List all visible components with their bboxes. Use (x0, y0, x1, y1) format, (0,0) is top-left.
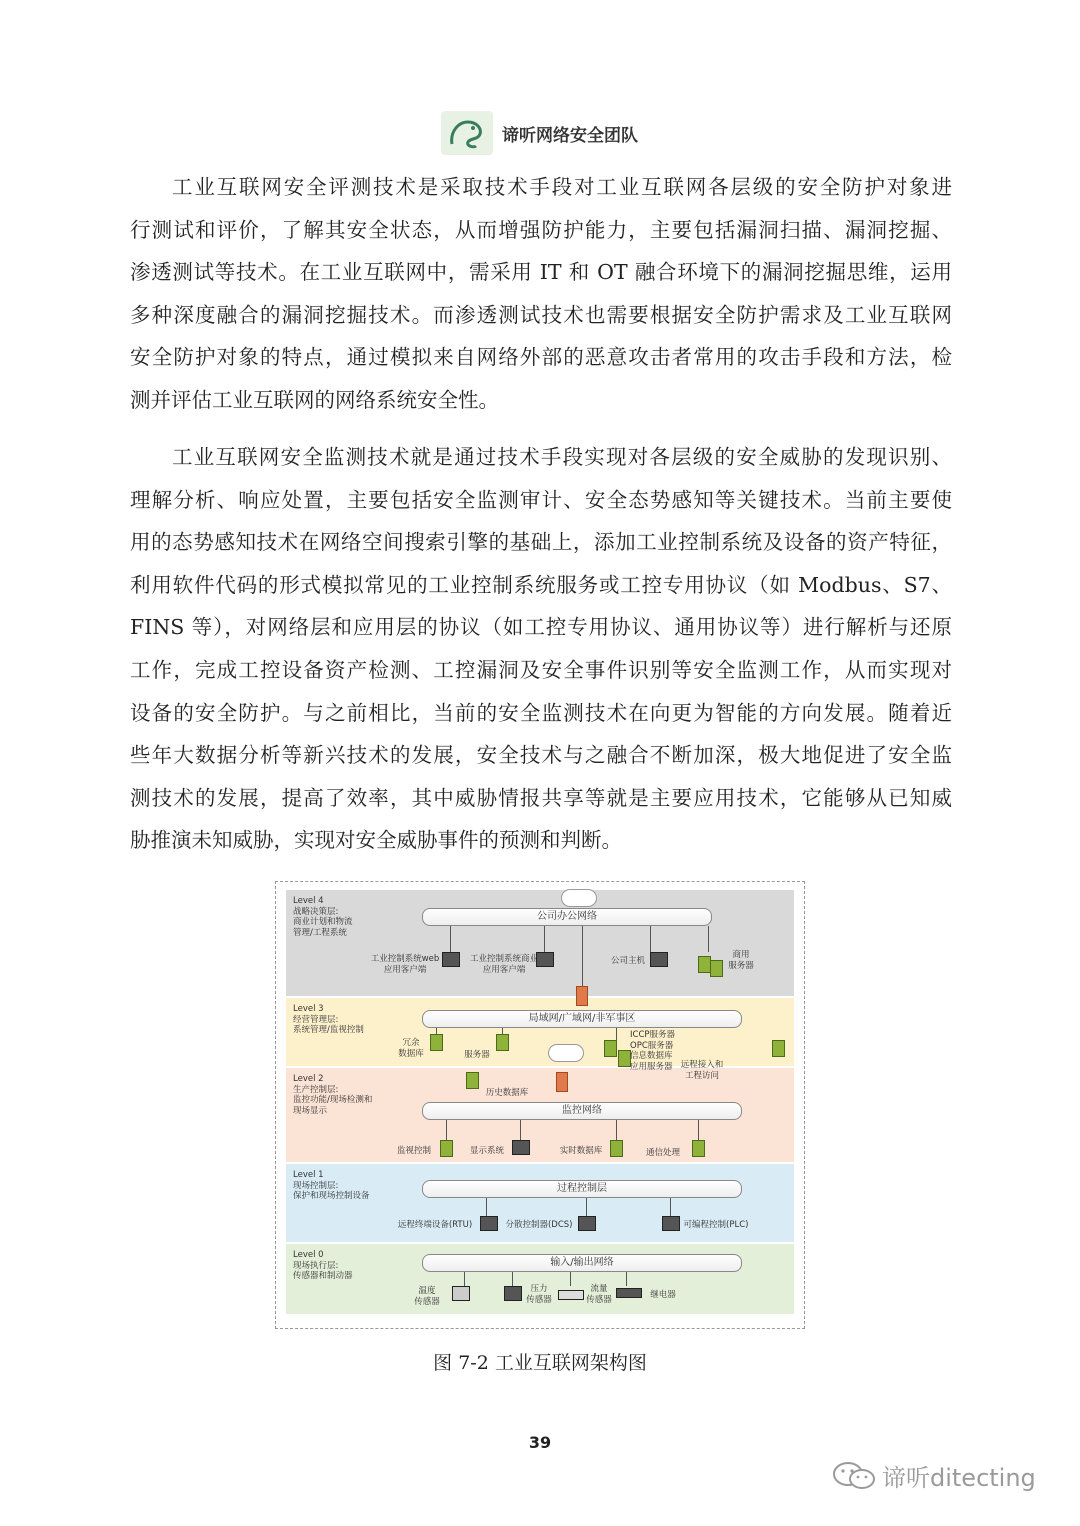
node-rtu: 远程终端设备(RTU) (397, 1220, 473, 1230)
node-services: ICCP服务器 OPC服务器 信息数据库 应用服务器 (630, 1030, 676, 1072)
text-line: FINS 等），对网络层和应用层的协议（如工控专用协议、通用协议等）进行解析与还原 (130, 615, 952, 640)
node-server: 服务器 (464, 1050, 490, 1060)
lan-network: 局域网/广域网/非军事区 (422, 1010, 742, 1028)
text-line: 理解分析、响应处置，主要包括安全监测审计、安全态势感知等关键技术。当前主要使 (130, 487, 952, 512)
brand-title: 谛听网络安全团队 (502, 125, 638, 146)
cloud-icon (561, 889, 597, 907)
node-flow-sensor: 流量 传感器 (586, 1284, 612, 1305)
level-label: Level 4 战略决策层: 商业计划和物流 管理/工程系统 (293, 896, 353, 938)
node-web-client: 工业控制系统web 应用客户端 (370, 954, 440, 975)
temperature-sensor-icon (452, 1286, 470, 1301)
relay-icon (616, 1288, 642, 1298)
team-logo-icon (440, 110, 494, 156)
node-remote-access: 远程接入和 工程访问 (680, 1060, 724, 1081)
text-line: 些年大数据分析等新兴技术的发展，安全技术与之融合不断加深，极大地促进了安全监 (130, 743, 952, 768)
process-network: 过程控制层 (422, 1180, 742, 1198)
node-temperature-sensor: 温度 传感器 (414, 1286, 440, 1307)
level-label: Level 2 生产控制层: 监控功能/现场检测和 现场显示 (293, 1074, 373, 1116)
cloud-icon (548, 1044, 584, 1062)
node-monitor-control: 监视控制 (396, 1146, 431, 1156)
server-icon (772, 1040, 785, 1057)
text-line: 测技术的发展，提高了效率，其中威胁情报共享等就是主要应用技术，它能够从已知威 (130, 785, 952, 810)
dcs-icon (578, 1216, 596, 1231)
page-number: 39 (528, 1433, 552, 1452)
text-line: 测并评估工业互联网的网络系统安全性。 (130, 387, 499, 412)
node-host: 公司主机 (610, 956, 645, 966)
watermark-text: 谛听ditecting (882, 1464, 1036, 1492)
header (440, 110, 638, 156)
office-network: 公司办公网络 (422, 908, 712, 926)
server-icon (604, 1040, 617, 1057)
node-redundant-db: 冗余 数据库 (398, 1038, 424, 1059)
node-pressure-sensor: 压力 传感器 (526, 1284, 552, 1305)
server-icon (440, 1140, 453, 1157)
server-icon (496, 1034, 509, 1051)
server-icon (692, 1140, 705, 1157)
text-line: 安全防护对象的特点，通过模拟来自网络外部的恶意攻击者常用的攻击手段和方法，检 (130, 345, 952, 370)
text-line: 工业互联网安全评测技术是采取技术手段对工业互联网各层级的安全防护对象进 (172, 175, 952, 199)
node-dcs: 分散控制器(DCS) (505, 1220, 573, 1230)
server-icon (430, 1034, 443, 1051)
figure-caption: 图 7-2 工业互联网架构图 (433, 1352, 647, 1374)
server-icon (610, 1140, 623, 1157)
node-biz-server: 商用 服务器 (728, 950, 754, 971)
paragraph-evaluation (130, 166, 952, 422)
text-line: 利用软件代码的形式模拟常见的工业控制系统服务或工控专用协议（如 Modbus、S7、 (130, 572, 952, 597)
node-realtime-db: 实时数据库 (559, 1146, 603, 1156)
text-line: 用的态势感知技术在网络空间搜索引擎的基础上，添加工业控制系统及设备的资产特征， (130, 530, 952, 555)
text-line: 行测试和评价，了解其安全状态，从而增强防护能力，主要包括漏洞扫描、漏洞挖掘、 (130, 217, 952, 242)
firewall-icon (556, 1072, 568, 1092)
computer-icon (512, 1140, 530, 1155)
text-line: 工作，完成工控设备资产检测、工控漏洞及安全事件识别等安全监测工作，从而实现对 (130, 657, 952, 682)
node-biz-client: 工业控制系统商业 应用客户端 (469, 954, 538, 975)
node-history-db: 历史数据库 (485, 1088, 529, 1098)
paragraph-monitoring (130, 436, 952, 862)
level-band (286, 890, 794, 996)
server-icon (466, 1072, 479, 1089)
text-line: 渗透测试等技术。在工业互联网中，需采用 IT 和 OT 融合环境下的漏洞挖掘思维，运用 (130, 260, 952, 285)
node-comm: 通信处理 (645, 1148, 680, 1158)
server-icon (710, 960, 723, 977)
io-network: 输入/输出网络 (422, 1254, 742, 1272)
monitor-network: 监控网络 (422, 1102, 742, 1120)
computer-icon (650, 952, 668, 967)
watermark (832, 1458, 1036, 1493)
pressure-sensor-icon (504, 1286, 522, 1301)
level-label: Level 0 现场执行层: 传感器和制动器 (293, 1250, 353, 1281)
level-band (286, 998, 794, 1066)
node-display-system: 显示系统 (469, 1146, 504, 1156)
node-relay: 继电器 (650, 1290, 676, 1300)
text-line: 胁推演未知威胁，实现对安全威胁事件的预测和判断。 (130, 828, 622, 853)
flow-sensor-icon (558, 1290, 584, 1300)
text-line: 多种深度融合的漏洞挖掘技术。而渗透测试技术也需要根据安全防护需求及工业互联网 (130, 302, 952, 327)
level-label: Level 1 现场控制层: 保护和现场控制设备 (293, 1170, 370, 1201)
wechat-icon (832, 1461, 876, 1491)
text-line: 工业互联网安全监测技术就是通过技术手段实现对各层级的安全威胁的发现识别、 (172, 445, 952, 469)
firewall-icon (576, 986, 588, 1006)
rtu-icon (480, 1216, 498, 1231)
level-label: Level 3 经营管理层: 系统管理/监视控制 (293, 1004, 364, 1035)
node-plc: 可编程控制(PLC) (683, 1220, 749, 1230)
architecture-diagram (275, 881, 805, 1329)
text-line: 设备的安全防护。与之前相比，当前的安全监测技术在向更为智能的方向发展。随着近 (130, 700, 952, 725)
plc-icon (662, 1216, 680, 1231)
